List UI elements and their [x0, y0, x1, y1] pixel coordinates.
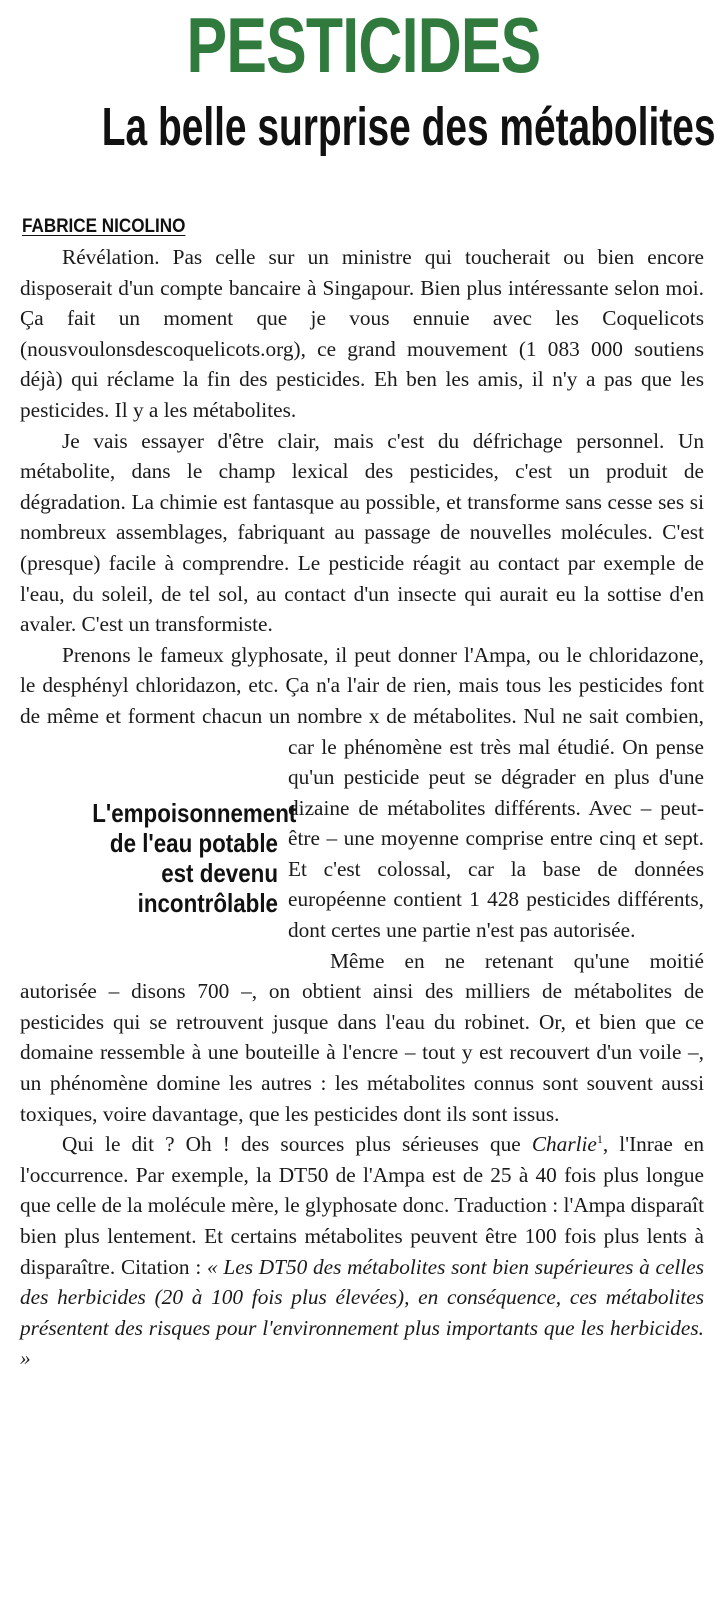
article-body: [20, 242, 704, 1374]
section-kicker: PESTICIDES: [186, 1, 541, 89]
paragraph-5-text-b: , l'Inrae en l'occurrence. Par exemple, la DT50 de l'Ampa est de 25 à 40 fois plus longue que celle de la molécule mère, le glyphosate donc. Traduction : l'Ampa disparaît bien plus lentement. Et certains métabolites peuvent être 100 fois plus lents à disparaître. Citation :: [20, 1132, 704, 1279]
paragraph-2: Je vais essayer d'être clair, mais c'est du défrichage personnel. Un métabolite, dans le champ lexical des pesticides, c'est un produit de dégradation. La chimie est fantasque au possible, et transforme sans cesse ses si nombreux assemblages, fabriquant au passage de nouvelles molécules. C'est (presque) facile à comprendre. Le pesticide réagit au contact par exemple de l'eau, du soleil, de tel sol, au contact d'un insecte qui aurait eu la sottise d'en avaler. C'est un transformiste.: [20, 428, 704, 637]
paragraph-3: [20, 640, 704, 946]
pull-quote-line: de l'eau potable: [109, 827, 278, 858]
footnote-marker: 1: [596, 1132, 603, 1147]
paragraph-3-text: Prenons le fameux glyphosate, il peut donner l'Ampa, ou le chloridazone, le desphényl chloridazon, etc. Ça n'a l'air de rien, mais tous les pesticides font de même et forment chacun un nombre x de métabolites. Nul ne sait combien, car le phénomène est très mal étudié. On pense qu'un pesticide peut se dégrader en plus d'une dizaine de métabolites différents. Avec – peut-être – une moyenne comprise entre cinq et sept. Et c'est colossal, car la base de données européenne contient 1 428 pesticides différents, dont certes une partie n'est pas autorisée.: [20, 642, 704, 943]
pull-quote: [20, 762, 297, 966]
pull-quote-line: L'empoisonnement: [92, 797, 297, 828]
charlie-title: Charlie: [531, 1132, 597, 1157]
inrae-quote: « Les DT50 des métabolites sont bien supérieures à celles des herbicides (20 à 100 fois plus élevées), en conséquence, ces métabolites présentent des risques pour l'environnement plus importants que les herbicides. »: [20, 1254, 705, 1371]
paragraph-1: Révélation. Pas celle sur un ministre qui toucherait ou bien encore disposerait d'un compte bancaire à Singapour. Bien plus intéressante selon moi. Ça fait un moment que je vous ennuie avec les Coquelicots (nousvoulonsdescoquelicots.org), ce grand mouvement (1 083 000 soutiens déjà) qui réclame la fin des pesticides. Eh ben les amis, il n'y a pas que les pesticides. Il y a les métabolites.: [20, 245, 704, 422]
paragraph-5-text-a: Qui le dit ? Oh ! des sources plus sérieuses que: [62, 1132, 532, 1157]
headline: La belle surprise des métabolites: [101, 97, 716, 157]
pull-quote-line: est devenu: [161, 857, 278, 888]
paragraph-4: Même en ne retenant qu'une moitié autorisée – disons 700 –, on obtient ainsi des milliers de métabolites de pesticides qui se retrouvent jusque dans l'eau du robinet. Or, et bien que ce domaine ressemble à une bouteille à l'encre – tout y est recouvert d'un voile –, un phénomène domine les autres : les métabolites connus sont souvent aussi toxiques, voire davantage, que les pesticides dont ils sont issus.: [20, 948, 704, 1126]
byline: FABRICE NICOLINO: [22, 216, 186, 237]
pull-quote-line: incontrôlable: [137, 887, 278, 918]
paragraph-5: [20, 1129, 704, 1374]
